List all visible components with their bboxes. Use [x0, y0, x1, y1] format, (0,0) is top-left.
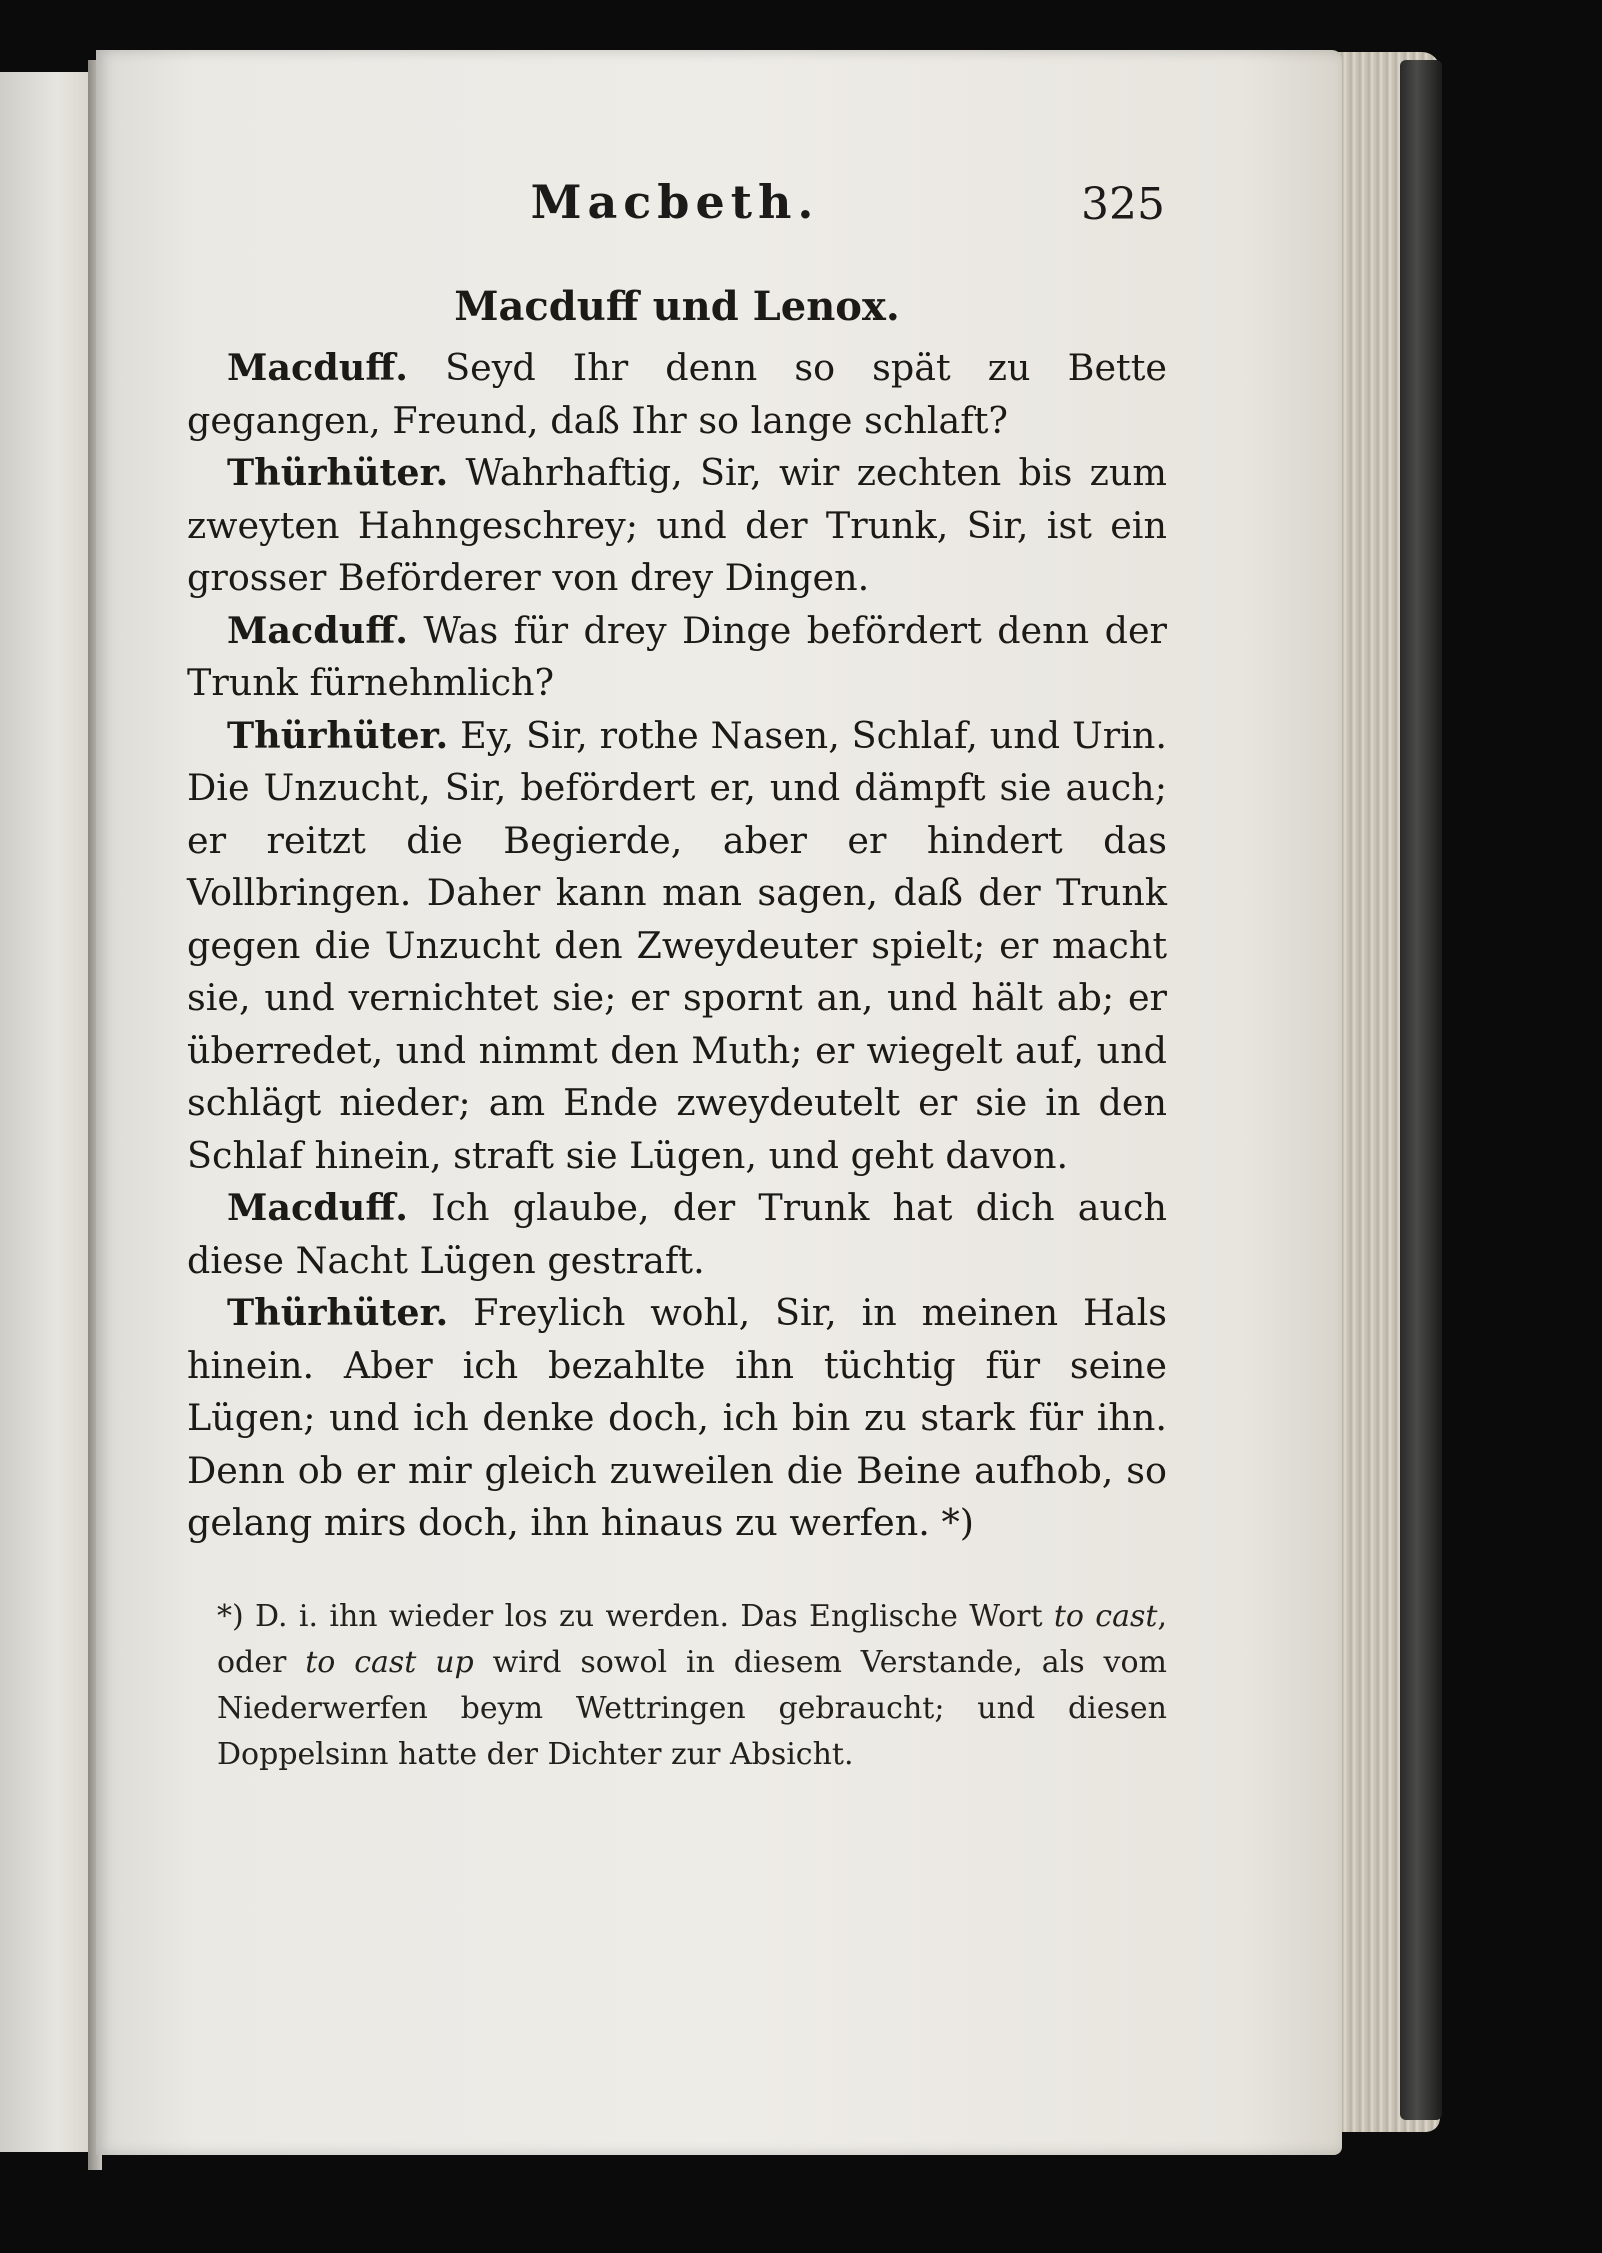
speaker-name: Macduff.: [227, 608, 409, 652]
speaker-name: Thürhüter.: [227, 451, 449, 494]
dialogue-paragraph: [187, 1182, 1167, 1287]
footnote-english-term: to cast: [1053, 1598, 1158, 1634]
footnote-text: *) D. i. ihn wieder los zu werden. Das Englische Wort: [217, 1598, 1054, 1634]
book-cover-edge: [1400, 60, 1442, 2120]
page-header: [185, 175, 1165, 255]
page-body: [187, 278, 1167, 1778]
footnote-text: , oder: [217, 1598, 1167, 1680]
dialogue-paragraph: [187, 447, 1167, 605]
speaker-name: Thürhüter.: [227, 713, 449, 757]
dialogue-text: Ich glaube, der Trunk hat dich auch diese Nacht Lügen gestraft.: [187, 1186, 1167, 1282]
dialogue-text: Was für drey Dinge befördert denn der Trunk fürnehmlich?: [187, 608, 1167, 704]
dialogue-text: Wahrhaftig, Sir, wir zechten bis zum zweyten Hahngeschrey; und der Trunk, Sir, ist ein grosser Beförderer von drey Dingen.: [187, 451, 1167, 599]
dialogue-paragraph: [187, 710, 1167, 1183]
speaker-name: Macduff.: [227, 346, 409, 389]
dialogue-text: Freylich wohl, Sir, in meinen Hals hinein. Aber ich bezahlte ihn tüchtig für seine Lügen; und ich denke doch, ich bin zu stark für ihn. Denn ob er mir gleich zuweilen die Beine aufhob, so gelang mirs doch, ihn hinaus zu werfen. *): [187, 1291, 1167, 1544]
scene-heading: Macduff und Lenox.: [454, 283, 900, 330]
dialogue-text: Seyd Ihr denn so spät zu Bette gegangen, Freund, daß Ihr so lange schlaft?: [187, 346, 1167, 442]
footnote-english-term: to cast up: [305, 1644, 474, 1680]
dialogue-text: Ey, Sir, rothe Nasen, Schlaf, und Urin. Die Unzucht, Sir, befördert er, und dämpft sie auch; er reitzt die Begierde, aber er hindert das Vollbringen. Daher kann man sagen, daß der Trunk gegen die Unzucht den Zweydeuter spielt; er macht sie, und vernichtet sie; er spornt an, und hält ab; er überredet, und nimmt den Muth; er wiegelt auf, und schlägt nieder; am Ende zweydeutelt er sie in den Schlaf hinein, straft sie Lügen, und geht davon.: [187, 713, 1167, 1177]
dialogue-paragraph: [187, 342, 1167, 447]
dialogue-paragraph: [187, 605, 1167, 710]
running-title: Macbeth.: [530, 175, 820, 229]
speaker-name: Macduff.: [227, 1186, 409, 1229]
speaker-name: Thürhüter.: [227, 1291, 449, 1334]
page-number: 325: [1081, 179, 1165, 230]
footnote: [187, 1594, 1167, 1778]
footnote-text: wird sowol in diesem Verstande, als vom Niederwerfen beym Wettringen gebraucht; und diesen Doppelsinn hatte der Dichter zur Absicht.: [217, 1644, 1168, 1772]
dialogue-paragraph: [187, 1287, 1167, 1550]
facing-page: [0, 72, 95, 2152]
